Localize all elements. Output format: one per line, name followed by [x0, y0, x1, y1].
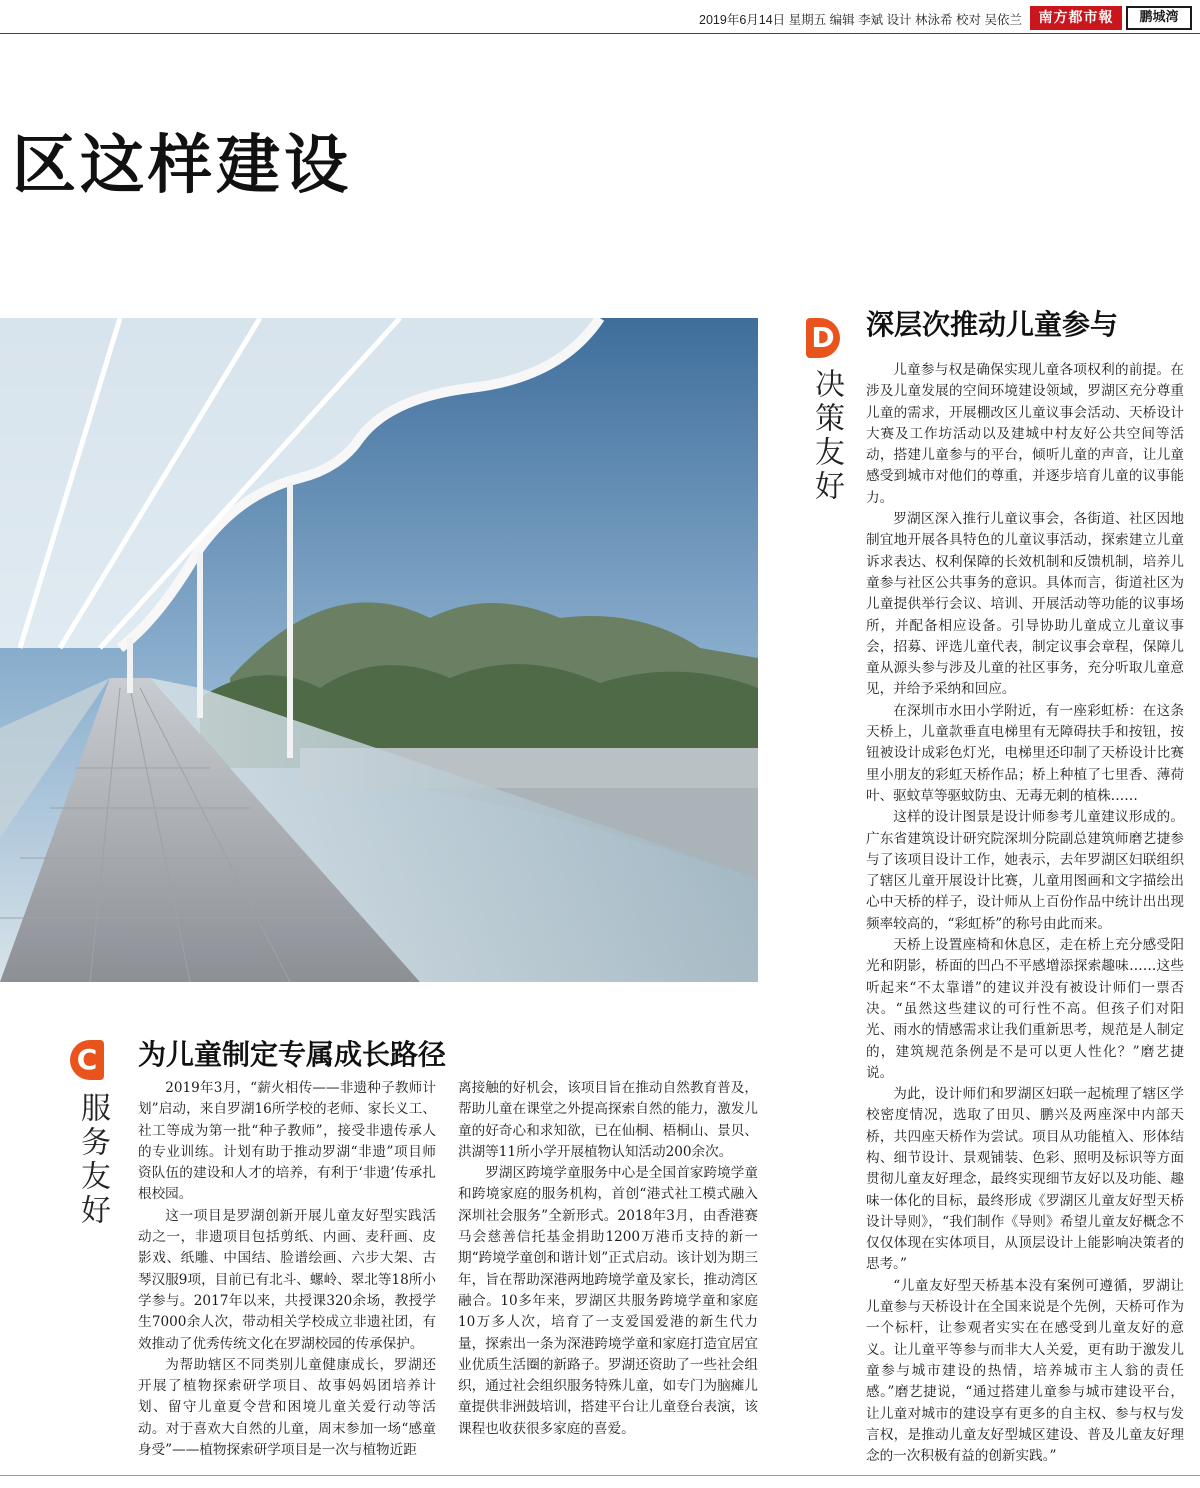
section-c-title: 为儿童制定专属成长路径	[138, 1038, 447, 1071]
section-c-column-1	[138, 1078, 436, 1461]
paragraph-continued: 离接触的好机会，该项目旨在推动自然教育普及，帮助儿童在课堂之外提高探索自然的能力，激发儿童的好奇心和求知欲，已在仙桐、梧桐山、景贝、洪湖等11所小学开展植物认知活动200余次。	[458, 1080, 758, 1160]
masthead	[0, 0, 1200, 34]
paragraph: 为帮助辖区不同类别儿童健康成长，罗湖还开展了植物探索研学项目、故事妈妈团培养计划、留守儿童夏令营和困境儿童关爱行动等活动。对于喜欢大自然的儿童，周末参加一场“感童身受”——植物探索研学项目是一次与植物近距	[138, 1356, 436, 1459]
paragraph: 儿童参与权是确保实现儿童各项权利的前提。在涉及儿童发展的空间环境建设领域，罗湖区充分尊重儿童的需求，开展棚改区儿童议事会活动、天桥设计大赛及工作坊活动以及建城中村友好公共空间等活动，搭建儿童参与的平台，倾听儿童的声音，让儿童感受到城市对他们的尊重，并逐步培育儿童的议事能力。	[866, 362, 1184, 506]
paragraph: 在深圳市水田小学附近，有一座彩虹桥：在这条天桥上，儿童款垂直电梯里有无障碍扶手和按钮，按钮被设计成彩色灯光，电梯里还印制了天桥设计比赛里小朋友的彩虹天桥作品；桥上种植了七里香、薄荷叶、驱蚊草等驱蚊防虫、无毒无刺的植株……	[866, 702, 1184, 804]
issue-info: 2019年6月14日 星期五 编辑 李斌 设计 林泳希 校对 吴依兰	[699, 13, 1022, 27]
paragraph: 罗湖区深入推行儿童议事会，各街道、社区因地制宜地开展各具特色的儿童议事活动，探索建立儿童诉求表达、权利保障的长效机制和反馈机制，培养儿童参与社区公共事务的意识。具体而言，街道社区为儿童提供举行会议、培训、开展活动等功能的议事场所，并配备相应设备。引导协助儿童成立儿童议事会，招募、评选儿童代表，制定议事会章程，保障儿童从源头参与涉及儿童的社区事务，充分听取儿童意见，并给予采纳和回应。	[866, 511, 1184, 698]
footer-divider	[0, 1475, 1200, 1476]
page-headline: 区这样建设	[12, 129, 352, 203]
newspaper-logo: 南方都市報	[1030, 6, 1122, 30]
section-c-label: 服务友好	[75, 1092, 110, 1228]
section-d-title: 深层次推动儿童参与	[866, 308, 1119, 341]
section-d-label: 决策友好	[809, 368, 844, 504]
section-c-column-2	[458, 1078, 758, 1440]
paragraph: 这样的设计图景是设计师参考儿童建议形成的。广东省建筑设计研究院深圳分院副总建筑师磨艺捷参与了该项目设计工作，她表示，去年罗湖区妇联组织了辖区儿童开展设计比赛，儿童用图画和文字描绘出心中天桥的样子，设计师从上百份作品中统计出出现频率较高的，“彩虹桥”的称号由此而来。	[866, 809, 1184, 932]
section-d-body	[866, 360, 1184, 1467]
paragraph: 2019年3月，“薪火相传——非遗种子教师计划”启动，来自罗湖16所学校的老师、家长义工、社工等成为第一批“种子教师”，接受非遗传承人的专业训练。计划有助于推动罗湖“非遗”项目师资队伍的建设和人才的培养，有利于‘非遗’传承扎根校园。	[138, 1080, 436, 1203]
section-logo: 鹏城湾	[1126, 6, 1192, 30]
paragraph: “儿童友好型天桥基本没有案例可遵循，罗湖让儿童参与天桥设计在全国来说是个先例，天桥可作为一个标杆，让参观者实实在在感受到儿童友好的意义。让儿童平等参与而非大人关爱，更有助于激发儿童参与城市建设的热情，培养城市主人翁的责任感。”磨艺捷说，“通过搭建儿童参与城市建设平台，让儿童对城市的建设享有更多的自主权、参与权与发言权，是推动儿童友好型城区建设、普及儿童友好理念的一次积极有益的创新实践。”	[866, 1277, 1184, 1465]
section-d-badge: D	[806, 318, 840, 358]
paragraph: 罗湖区跨境学童服务中心是全国首家跨境学童和跨境家庭的服务机构，首创“港式社工模式融入深圳社会服务”全新形式。2018年3月，由香港赛马会慈善信托基金捐助1200万港币支持的新一期“跨境学童创和谐计划”正式启动。该计划为期三年，旨在帮助深港两地跨境学童及家长，推动湾区融合。10多年来，罗湖区共服务跨境学童和家庭10万多人次，培育了一支爱国爱港的新生代力量，探索出一条为深港跨境学童和家庭打造宜居宜业优质生活圈的新路子。罗湖还资助了一些社会组织，通过社会组织服务特殊儿童，如专门为脑瘫儿童提供非洲鼓培训，搭建平台让儿童登台表演，该课程也收获很多家庭的喜爱。	[458, 1165, 758, 1437]
section-c-badge: C	[70, 1040, 104, 1080]
paragraph: 天桥上设置座椅和休息区，走在桥上充分感受阳光和阴影，桥面的凹凸不平感增添探索趣味……这些听起来“不太靠谱”的建议并没有被设计师们一票否决。“虽然这些建议的可行性不高。但孩子们对阳光、雨水的情感需求让我们重新思考，规范是人制定的，建筑规范条例是不是可以更人性化？”磨艺捷说。	[866, 937, 1184, 1081]
bridge-rendering-image	[0, 318, 758, 982]
paragraph: 为此，设计师们和罗湖区妇联一起梳理了辖区学校密度情况，选取了田贝、鹏兴及两座深中内部天桥，共四座天桥作为尝试。项目从功能植入、形体结构、细节设计、景观铺装、色彩、照明及标识等方面贯彻儿童友好理念，最终实现细节友好以及功能、趣味一体化的目标，最终形成《罗湖区儿童友好型天桥设计导则》，“我们制作《导则》希望儿童友好概念不仅仅体现在实体项目，从顶层设计上能影响决策者的思考。”	[866, 1086, 1184, 1273]
header-divider	[0, 33, 1200, 34]
paragraph: 这一项目是罗湖创新开展儿童友好型实践活动之一，非遗项目包括剪纸、内画、麦秆画、皮影戏、纸雕、中国结、脸谱绘画、六步大架、古琴汉服9项，目前已有北斗、螺岭、翠北等18所小学参与。2017年以来，共授课320余场，教授学生7000余人次，带动相关学校成立非遗社团，有效推动了优秀传统文化在罗湖校园的传承保护。	[138, 1207, 436, 1352]
